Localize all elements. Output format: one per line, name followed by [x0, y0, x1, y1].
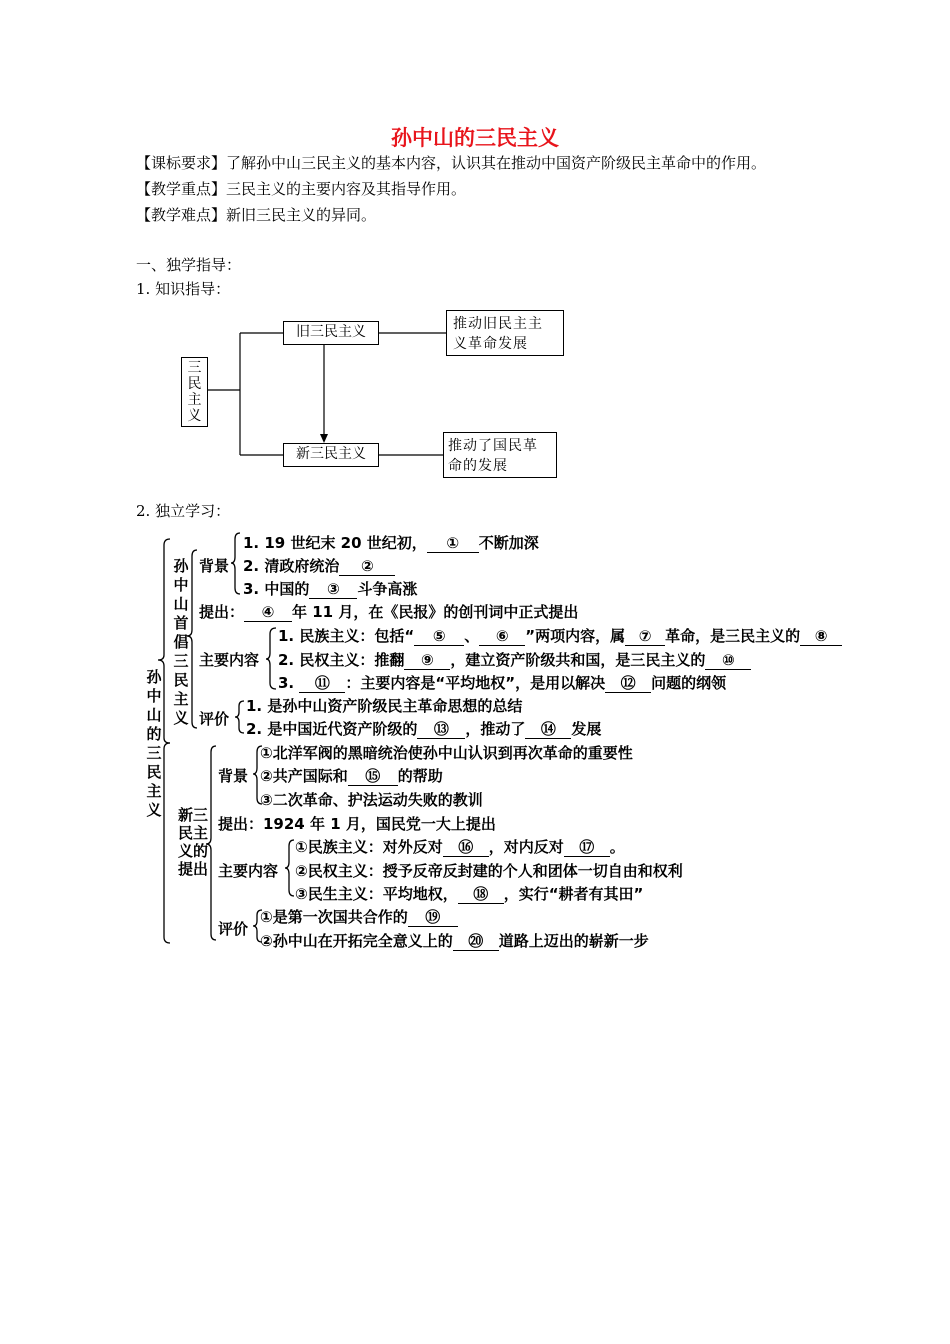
section-heading: 一、独学指导： — [136, 256, 242, 274]
diagram1-new-box: 新三民主义 — [283, 443, 379, 467]
part2-content-label: 主要内容 — [218, 862, 279, 880]
part2-bg-2: ②共产国际和 ⑮ 的帮助 — [260, 767, 443, 785]
part2-content-2: ②民权主义：授予反帝反封建的个人和团体一切自由和权利 — [295, 862, 683, 880]
part1-proposal: 提出： ④ 年 11 月，在《民报》的创刊词中正式提出 — [199, 603, 579, 621]
teaching-focus: 【教学重点】三民主义的主要内容及其指导作用。 — [136, 180, 467, 198]
part2-eval-label: 评价 — [218, 920, 249, 938]
diagram1-old-effect-box: 推动旧民主主义革命发展 — [446, 310, 564, 356]
part2-eval-2: ②孙中山在开拓完全意义上的 ⑳ 道路上迈出的崭新一步 — [260, 932, 649, 950]
part1-content-2: 2. 民权主义：推翻 ⑨ ，建立资产阶级共和国，是三民主义的 ⑩ — [278, 649, 751, 670]
teaching-difficulty: 【教学难点】新旧三民主义的异同。 — [136, 206, 377, 224]
page-title: 孙中山的三民主义 — [391, 126, 559, 150]
part2-label: 新三民主义的提出 — [177, 806, 208, 878]
diagram1-new-effect-box: 推动了国民革命的发展 — [443, 432, 557, 478]
diagram1-root-box: 三民主义 — [181, 357, 208, 427]
part1-eval-2: 2. 是中国近代资产阶级的 ⑬ ，推动了 ⑭ 发展 — [246, 720, 602, 738]
part2-content-3: ③民生主义：平均地权， ⑱ ，实行“耕者有其田” — [295, 885, 644, 903]
part1-bg-2: 2. 清政府统治 ② — [243, 555, 395, 576]
diagram2-root-label: 孙中山的三民主义 — [146, 668, 162, 819]
part1-eval-label: 评价 — [199, 710, 230, 728]
part1-eval-1: 1. 是孙中山资产阶级民主革命思想的总结 — [246, 697, 523, 715]
part1-bg-3: 3. 中国的 ③ 斗争高涨 — [243, 580, 418, 598]
part2-bg-3: ③二次革命、护法运动失败的教训 — [260, 791, 483, 809]
part1-content-3: 3. ⑪ ：主要内容是“平均地权”，是用以解决 ⑫ 问题的纲领 — [278, 674, 727, 692]
part2-proposal: 提出：1924 年 1 月，国民党一大上提出 — [218, 815, 496, 833]
subheading-independent: 2. 独立学习： — [136, 502, 231, 520]
diagram1-old-box: 旧三民主义 — [283, 321, 379, 345]
part2-content-1: ①民族主义：对外反对 ⑯ ，对内反对 ⑰ 。 — [295, 838, 625, 856]
part1-bg-1: 1. 19 世纪末 20 世纪初， ① 不断加深 — [243, 534, 539, 552]
part2-bg-1: ①北洋军阀的黑暗统治使孙中山认识到再次革命的重要性 — [260, 744, 633, 762]
part2-bg-label: 背景 — [218, 767, 249, 785]
part2-eval-1: ①是第一次国共合作的 ⑲ — [260, 906, 458, 927]
standard-requirement: 【课标要求】了解孙中山三民主义的基本内容，认识其在推动中国资产阶级民主革命中的作用。 — [136, 154, 767, 172]
subheading-knowledge: 1. 知识指导： — [136, 280, 231, 298]
part1-bg-label: 背景 — [199, 557, 230, 575]
part1-content-label: 主要内容 — [199, 651, 260, 669]
part1-label: 孙中山首倡三民主义 — [173, 557, 189, 727]
part1-content-1: 1. 民族主义：包括“ ⑤ 、 ⑥ ”两项内容，属 ⑦ 革命，是三民主义的 ⑧ — [278, 625, 842, 646]
